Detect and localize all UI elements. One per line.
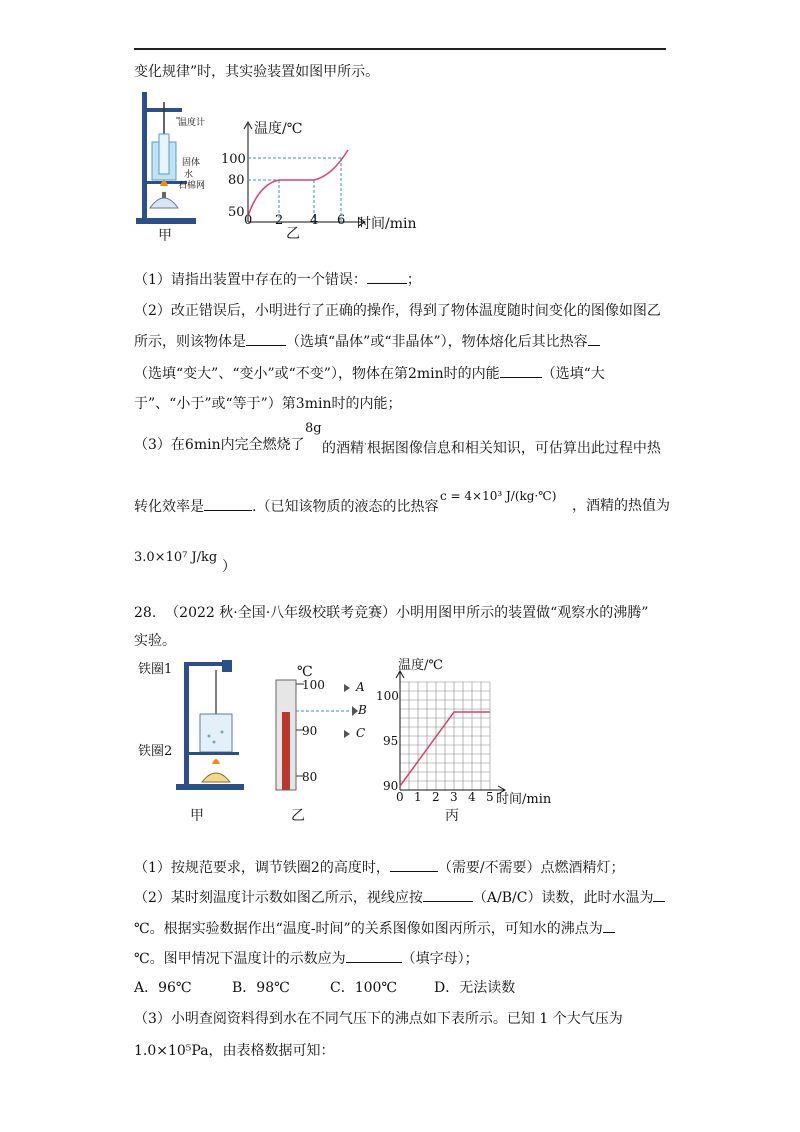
q28-xtick-3: 3 [450,790,458,804]
q28-xtick-5: 5 [486,790,494,804]
q28-header: 28. （2022 秋·全国·八年级校联考竞赛）小明用图甲所示的装置做“观察水的沸腾” [134,605,649,621]
q27-fig-jia-caption: 甲 [158,228,172,244]
q28-graph-ylabel: 温度/℃ [398,658,443,673]
q27-2-line3: （选填“变大”、“变小”或“不变”），物体在第2min时的内能 （选填“大 [134,363,605,384]
q27-3-line2-c: ，酒精的热值为 [572,498,670,514]
eye-label-c: C [356,726,366,740]
eye-label-b: B [358,703,367,717]
top-rule [134,48,666,50]
q27-2-line1: （2）改正错误后，小明进行了正确的操作，得到了物体温度随时间变化的图像如图乙 [134,303,661,319]
label-ring1: 铁圈1 [138,662,173,677]
q28-xtick-0: 0 [396,790,404,804]
q27-xtick-0: 0 [244,213,253,228]
q27-close-paren: ） [222,559,236,575]
q28-2-line3: ℃。图甲情况下温度计的示数应为 （填字母）； [134,948,479,969]
q28-fig-yi-caption: 乙 [291,808,305,824]
q28-header-line2: 实验。 [134,633,176,649]
q28-xtick-4: 4 [468,790,476,804]
eye-label-a: A [356,680,365,694]
q27-xtick-2: 2 [275,213,284,228]
q27-ytick-100: 100 [221,152,246,167]
label-ring2: 铁圈2 [138,744,173,759]
q28-xtick-1: 1 [414,790,422,804]
q27-1: （1）请指出装置中存在的一个错误： ； [134,269,421,290]
q27-xtick-4: 4 [310,213,319,228]
q27-graph-ylabel: 温度/℃ [254,121,303,137]
q28-thermo-tick-90: 90 [302,724,318,738]
q27-graph-xlabel: 时间/min [357,216,417,232]
q28-3-line1: （3）小明查阅资料得到水在不同气压下的沸点如下表所示。已知 1 个大气压为 [134,1011,623,1027]
q27-3-line2: 转化效率是 .（已知该物质的液态的比热容 [134,496,438,517]
q27-2-line2: 所示，则该物体是 （选填“晶体”或“非晶体”），物体熔化后其比热容 [134,331,600,352]
q28-1: （1）按规范要求，调节铁圈2的高度时， （需要/不需要）点燃酒精灯； [134,857,625,878]
q28-thermo-tick-80: 80 [302,770,318,784]
q27-formula-q: 3.0×10⁷ J/kg [134,550,218,565]
q28-option-a: A．96℃ [134,980,192,996]
q28-ytick-100: 100 [376,689,399,703]
q27-ytick-80: 80 [228,173,245,188]
q27-fig-yi-caption: 乙 [286,226,300,242]
label-water: 水 [184,170,194,180]
q28-2-line1: （2）某时刻温度计示数如图乙所示，视线应按 （A/B/C）读数，此时水温为 [134,887,665,908]
q28-xtick-2: 2 [432,790,440,804]
q28-ytick-95: 95 [383,734,399,748]
q28-option-b: B．98℃ [232,980,290,996]
q27-formula-c: c = 4×10³ J/(kg·℃) [440,489,557,503]
q27-3-line1-b: 的酒精·根据图像信息和相关知识，可估算出此过程中热 [322,440,661,457]
q27-ytick-50: 50 [228,205,245,220]
q28-thermo-unit: ℃ [297,664,313,680]
q28-2-line2: ℃。根据实验数据作出“温度-时间”的关系图像如图丙所示，可知水的沸点为 [134,918,615,939]
q27-intro: 变化规律”时，其实验装置如图甲所示。 [134,64,380,80]
q28-fig-bing-caption: 丙 [445,808,459,824]
q27-3-mass: 8g [305,421,322,436]
q28-graph-xlabel: 时间/min [496,792,552,807]
q28-3-line2: 1.0×10⁵Pa，由表格数据可知： [134,1043,335,1059]
q28-ytick-90: 90 [383,779,399,793]
label-mesh: 石棉网 [178,181,206,191]
q27-3-line1: （3）在6min内完全燃烧了 [134,437,305,453]
q28-boiling-graph [380,660,520,800]
q28-option-d: D．无法读数 [434,980,516,996]
q28-fig-jia-caption: 甲 [190,808,204,824]
q27-xtick-6: 6 [337,213,346,228]
q28-option-c: C．100℃ [330,980,398,996]
q27-2-line4: 于”、“小于”或“等于”）第3min时的内能； [134,396,402,412]
label-solid: 固体 [182,158,201,168]
q28-thermo-tick-100: 100 [302,678,325,692]
label-thermometer: 温度计 [178,118,206,128]
